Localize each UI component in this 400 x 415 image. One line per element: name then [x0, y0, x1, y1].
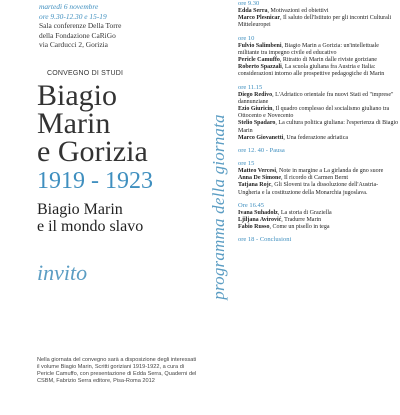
speaker-name: Marco Plesnicar: [238, 15, 281, 22]
program-list: [238, 0, 400, 249]
program-item: [238, 217, 400, 224]
program-item: [238, 43, 400, 57]
program-item: [238, 8, 400, 15]
program-item: [238, 15, 400, 29]
program-item: [238, 120, 400, 134]
speaker-name: Ezio Giuricin: [238, 106, 273, 113]
title-line-3: e Gorizia: [37, 135, 148, 168]
speaker-name: Fabio Russo: [238, 224, 270, 231]
program-item: [238, 224, 400, 231]
talk-title: , Note in margine a La girlanda de gno suore: [276, 168, 384, 175]
program-time: Ore 16.45: [238, 201, 264, 209]
talk-title: , Motivazioni ed obiettivi: [267, 8, 329, 14]
program-time: ore 11.15: [238, 83, 263, 91]
years-label: 1919 - 1923: [37, 168, 153, 194]
talk-title: , Tradurre Marin: [281, 217, 322, 224]
venue-line-1: Sala conferenze Della Torre: [39, 21, 122, 31]
talk-title: , Una federazione adriatica: [283, 134, 349, 141]
talk-title: , Biagio Marin a Gorizia: un'intellettuale militante tra impegno civile ed educativo: [238, 42, 379, 56]
talk-title: , Il saluto dell'Istituto per gli incontri Culturali Mitteleuropei: [238, 15, 392, 29]
speaker-name: Diego Redivo: [238, 91, 273, 98]
speaker-name: Stelio Spadaro: [238, 120, 276, 127]
speaker-name: Edda Serra: [238, 8, 268, 14]
program-time: ore 10: [238, 34, 255, 42]
program-item: [238, 135, 400, 142]
venue-line-3: via Carducci 2, Gorizia: [39, 40, 108, 50]
event-time: ore 9.30-12.30 e 15-19: [39, 11, 107, 21]
invito-label: invito: [37, 260, 88, 285]
program-panel: [238, 0, 400, 415]
talk-title: , La cultura politica giuliana: l'esperienza di Biagio Marin: [238, 120, 399, 134]
convegno-label: CONVEGNO DI STUDI: [47, 70, 124, 77]
program-item: [238, 182, 400, 196]
program-item: [238, 168, 400, 175]
program-time: ore 9.30: [238, 0, 260, 7]
program-item: [238, 106, 400, 120]
speaker-name: Ljiljana Avirović: [238, 217, 282, 224]
talk-title: , Ritratto di Marin dalle riviste goriziane: [279, 57, 377, 64]
subtitle-line-1: Biagio Marin: [37, 201, 123, 218]
program-time: ore 18 - Conclusioni: [238, 236, 292, 244]
program-item: [238, 64, 400, 78]
speaker-name: Tatjana Rojc: [238, 182, 272, 189]
speaker-name: Ivana Suhadolz: [238, 209, 278, 216]
speaker-name: Roberto Spazzali: [238, 64, 282, 71]
title-line-2: Marin: [37, 107, 111, 140]
subtitle: [37, 201, 143, 235]
talk-title: , La scuola giuliana fra Austria e Italia: considerazioni intorno alle prospettive pedagogiche di Marin: [238, 64, 385, 78]
talk-title: , Gli Sloveni tra la dissoluzione dell'Austria-Ungheria e la costituzione della Monarchia jugoslava.: [238, 182, 379, 196]
talk-title: , Il quadro complesso del socialismo giuliano tra Ottocento e Novecento: [238, 106, 390, 120]
subtitle-line-2: e il mondo slavo: [37, 218, 144, 235]
event-date: martedì 6 novembre: [39, 2, 99, 11]
talk-title: , L'Adriatico orientale fra nuovi Stati ed "imprese" dannunziane: [238, 91, 394, 105]
main-title: [37, 79, 148, 168]
speaker-name: Pericle Camuffo: [238, 57, 280, 64]
venue-line-2: della Fondazione CaRiGo: [39, 30, 116, 40]
program-item: [238, 210, 400, 217]
speaker-name: Anna De Simone: [238, 175, 282, 182]
book-description: Nella giornata del convegno sarà a disposizione degli interessati il volume Biagio Marin, Scritti goriziani 1919-1922, a cura di Pericle Camuffo, con presentazione di Edda Serra, Quaderni del CSBM, Fabrizio Serra editore, Pisa-Roma 2012: [37, 357, 197, 384]
program-time: ore 15: [238, 160, 255, 168]
title-line-1: Biagio: [37, 79, 117, 112]
program-vertical-title: programma della giornata: [209, 114, 228, 300]
program-time: ore 12. 40 - Pausa: [238, 147, 285, 155]
program-item: [238, 92, 400, 106]
event-info: [39, 2, 121, 50]
speaker-name: Marco Giovanetti: [238, 134, 284, 141]
program-item: [238, 175, 400, 182]
speaker-name: Fulvio Salimbeni: [238, 42, 282, 49]
talk-title: , La storia di Graziella: [277, 209, 332, 216]
talk-title: , Come un pisello in tega: [269, 224, 330, 231]
talk-title: , Il ricordo di Carmen Bernt: [281, 175, 348, 182]
speaker-name: Matteo Vercesi: [238, 168, 277, 175]
